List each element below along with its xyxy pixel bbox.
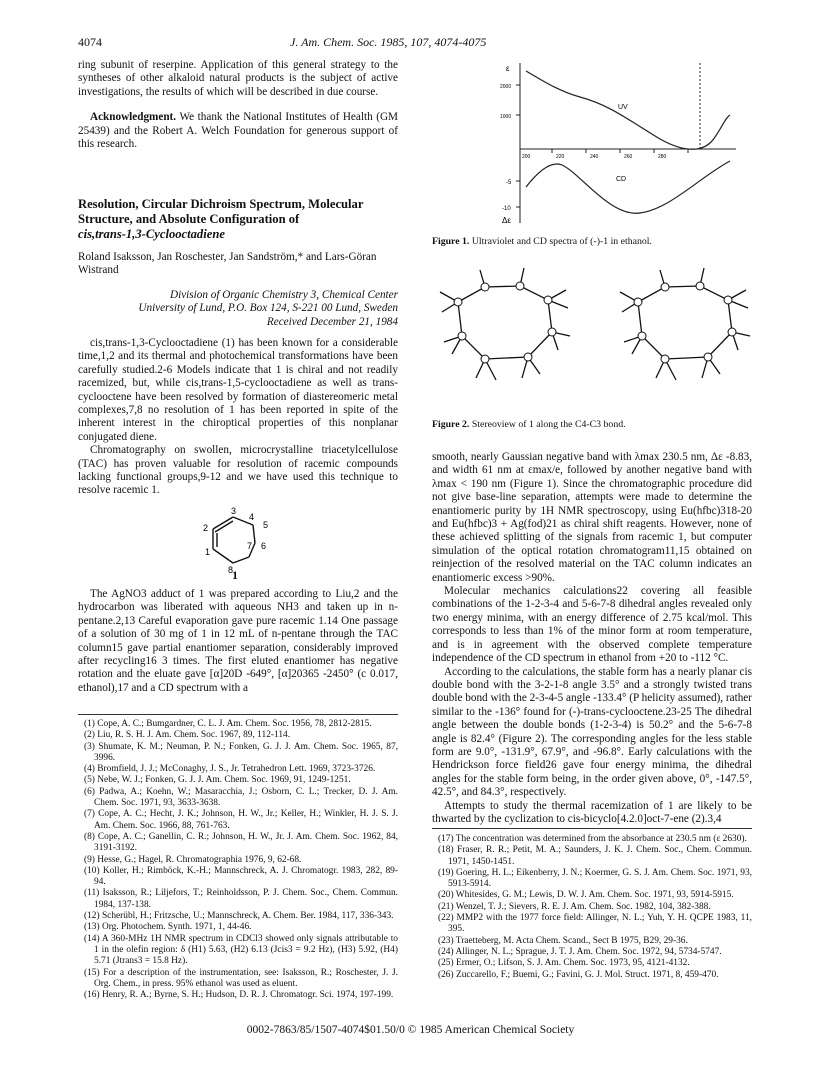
cd-tick-5: -5 (506, 180, 512, 186)
affiliation (78, 289, 398, 329)
ack-heading: Acknowledgment. (90, 111, 177, 124)
references-left (84, 719, 398, 1001)
figure-1-caption-label: Figure 1. (432, 236, 470, 247)
molecular-mechanics-paragraph: Molecular mechanics calculations22 covering all feasible combinations of the 1-2-3-4 and 5-6-7-8 dihedral angles revealed only two energy minima, with an energy difference of 2.75 kcal/mol. This corresponds to less than 1% of the minor form at room temperature, and is in agreement with the observed complete temperature independence of the CD spectrum in ethanol from +20 to -112 °C. (432, 585, 752, 665)
agno3-paragraph: The AgNO3 adduct of 1 was prepared according to Liu,2 and the hydrocarbon was liberated with aqueous NH3 and taken up in n-pentane.2,13 Careful evaporation gave pure racemic 1.14 One passage of a solution of 30 mg of 1 in 12 mL of n-pentane through the TAC column15 gave partial enantiomer separation, considerably improved after recycling16 3 times. The first eluted enantiomer has negative rotation and the eluate gave [α]20D -649°, [α]20365 -2450° (c 0.017, ethanol),17 and a CD spectrum with a (78, 588, 398, 694)
x-tick-260: 260 (624, 154, 633, 160)
cd-curve-label: CD (616, 176, 627, 183)
figure-2-caption-label: Figure 2. (432, 419, 470, 430)
uv-tick-1000: 1000 (500, 114, 512, 120)
reference-item: (5) Nebe, W. J.; Fonken, G. J. J. Am. Chem. Soc. 1969, 91, 1249-1251. (84, 775, 351, 786)
reference-item: (6) Padwa, A.; Koehn, W.; Masaracchia, J.; Osborn, C. L.; Trecker, D. J. Am. Chem. Soc. 1971, 93, 3633-3638. (84, 786, 398, 809)
ack-text: We thank the National Institutes of Health (GM 25439) and the Robert A. Welch Foundation for generous support of this research. (78, 111, 398, 151)
affiliation-line-1: Division of Organic Chemistry 3, Chemical Center (170, 289, 398, 301)
y-label-epsilon: ε (506, 64, 510, 73)
figure-2-stereoview (430, 262, 760, 392)
racemization-paragraph: Attempts to study the thermal racemization of 1 are likely to be thwarted by the cyclization to cis-bicyclo[4.2.0]oct-7-ene (2).3,4 (432, 799, 752, 825)
figure-2-caption (432, 419, 752, 431)
references-right (438, 834, 752, 981)
figure-1-spectra (500, 57, 740, 229)
ring-number-3: 3 (231, 506, 237, 516)
reference-item: (10) Koller, H.; Rimböck, K.-H.; Mannschreck, A. J. Chromatogr. 1983, 282, 89-94. (84, 865, 398, 888)
reference-item: (15) For a description of the instrumentation, see: Isaksson, R.; Roschester, J. J. Org. Chem., in press. 95% ethanol was used as eluent. (84, 967, 398, 989)
reference-item: (22) MMP2 with the 1977 force field: Allinger, N. L.; Yuh, Y. H. QCPE 1983, 11, 395. (438, 913, 752, 935)
y-label-delta-epsilon: Δε (502, 216, 511, 225)
reference-item: (17) The concentration was determined from the absorbance at 230.5 nm (ε 2630). (438, 834, 747, 844)
x-tick-280: 280 (658, 154, 667, 160)
reference-item: (9) Hesse, G.; Hagel, R. Chromatographia 1976, 9, 62-68. (84, 854, 302, 865)
affiliation-line-2: University of Lund, P.O. Box 124, S-221 00 Lund, Sweden (138, 302, 398, 315)
calculations-paragraph: According to the calculations, the stable form has a nearly planar cis double bond with the 3-2-1-8 angle 3.5° and a strongly twisted trans double bond with the 2-3-4-5 angle -133.4° (P helicity assumed), rather similar to the -136° found for (-)-trans-cyclooctene.23-25 The dihedral angle between the double bonds (1-2-3-4) is 50.2° and the 5-6-7-8 angle is 82.4° (Figure 2). The corresponding angles for the less stable form are 9.0°, -131.9°, 67.9°, and -96.8°. Early calculations with the Hendrickson force field26 gave four energy minima, the dihedral angles for the stable form being, in the order given above, 0°, -147.5°, 42.5°, and 84.3°, respectively. (432, 665, 752, 799)
reference-item: (20) Whitesides, G. M.; Lewis, D. W. J. Am. Chem. Soc. 1971, 93, 5914-5915. (438, 890, 734, 901)
compound-1-structure (195, 505, 285, 585)
left-footnote-rule (78, 714, 398, 715)
ring-number-7: 7 (247, 541, 253, 551)
reference-item: (24) Allinger, N. L.; Sprague, J. T. J. Am. Chem. Soc. 1972, 94, 5734-5747. (438, 946, 722, 957)
right-footnote-rule (432, 828, 752, 829)
ring-number-1: 1 (205, 547, 211, 557)
x-tick-200: 200 (522, 154, 531, 160)
page-footer: 0002-7863/85/1507-4074$01.50/0 © 1985 American Chemical Society (246, 1024, 575, 1036)
uv-curve-label: UV (618, 104, 628, 111)
reference-item: (12) Scherübl, H.; Fritzsche, U.; Mannschreck, A. Chem. Ber. 1984, 117, 336-343. (84, 911, 394, 922)
left-body-2 (78, 588, 398, 695)
left-body-1 (78, 337, 398, 498)
ring-number-8: 8 (228, 565, 234, 575)
right-body (432, 451, 752, 826)
reference-item: (21) Wenzel, T. J.; Sievers, R. E. J. Am. Chem. Soc. 1982, 104, 382-388. (438, 901, 711, 912)
reference-item: (2) Liu, R. S. H. J. Am. Chem. Soc. 1967, 89, 112-114. (84, 730, 291, 741)
reference-item: (3) Shumate, K. M.; Neuman, P. N.; Fonken, G. J. J. Am. Chem. Soc. 1965, 87, 3996. (84, 741, 398, 763)
ring-number-2: 2 (203, 523, 209, 533)
reference-item: (16) Henry, R. A.; Byrne, S. H.; Hudson, D. R. J. Chromatogr. Sci. 1974, 197-199. (84, 990, 394, 1001)
figure-2-caption-text: Stereoview of 1 along the C4-C3 bond. (471, 419, 626, 430)
reference-item: (13) Org. Photochem. Synth. 1971, 1, 44-46. (84, 922, 252, 933)
page-number: 4074 (78, 35, 102, 49)
reference-item: (18) Fraser, R. R.; Petit, M. A.; Saunders, J. K. J. Chem. Soc., Chem. Commun. 1971, 1450-1451. (438, 845, 752, 867)
intro-paragraph: cis,trans-1,3-Cyclooctadiene (1) has been known for a considerable time,1,2 and its thermal and photochemical transformations have been carefully studied.2-6 Models indicate that 1 is chiral and not readily racemized, but, while cis,trans-1,5-cyclooctadiene as well as trans-cyclooctene have been resolved by formation of diastereomeric metal complexes,7,8 no resolution of 1 has been reported in spite of the inherent interest in the chiroptical properties of this nonplanar conjugated diene. (78, 337, 398, 443)
reference-item: (7) Cope, A. C.; Hecht, J. K.; Johnson, H. W., Jr.; Keller, H.; Winkler, H. J. S. J. Am. Chem. Soc. 1966, 88, 761-763. (84, 809, 398, 831)
cd-tick-10: -10 (502, 206, 511, 212)
cd-band-paragraph: smooth, nearly Gaussian negative band with λmax 230.5 nm, Δε -8.83, and width 61 nm at εmax/e, followed by another negative band with λmax < 190 nm (Figure 1). Since the chromatographic procedure did not give base-line separation, attempts were made to determine the enantiomeric purity by 1H NMR spectroscopy, using Eu(hfbc)318-20 and Eu(hfbc)3 + Ag(fod)21 as chiral shift reagents. However, none of these achieved splitting of the signals from racemic 1, but computer simulation of the optical rotation chromatogram11,15 obtained on reinjection of the resolved material on the TAC column indicates an enantiomeric excess >90%. (432, 451, 752, 584)
title-line-2: Structure, and Absolute Configuration of (78, 212, 300, 226)
title-line-3: cis,trans-1,3-Cyclooctadiene (78, 227, 225, 241)
reference-item: (26) Zuccarello, F.; Buemi, G.; Favini, G. J. Mol. Struct. 1971, 8, 459-470. (438, 969, 719, 980)
reference-item: (25) Ermer, O.; Lifson, S. J. Am. Chem. Soc. 1973, 95, 4121-4132. (438, 958, 690, 969)
ring-number-5: 5 (263, 520, 269, 530)
authors: Roland Isaksson, Jan Roschester, Jan Sandström,* and Lars-Göran Wistrand (78, 251, 377, 277)
figure-1-caption (432, 236, 752, 248)
reference-item: (14) A 360-MHz 1H NMR spectrum in CDCl3 showed only signals attributable to 1 in the olefin region: δ (H1) 5.63, (H2) 6.13 (Jcis3 = 9.2 Hz), (H3) 5.92, (H4) 5.71 (Jtrans3 = 15.8 Hz). (84, 933, 398, 967)
reference-item: (19) Goering, H. L.; Eikenberry, J. N.; Koermer, G. S. J. Am. Chem. Soc. 1971, 93, 5913-5914. (438, 867, 752, 890)
x-tick-220: 220 (556, 154, 565, 160)
compound-label: 1 (232, 568, 238, 582)
journal-header: J. Am. Chem. Soc. 1985, 107, 4074-4075 (290, 35, 487, 49)
x-tick-240: 240 (590, 154, 599, 160)
left-column-top (78, 59, 398, 151)
reference-item: (8) Cope, A. C.; Ganellin, C. R.; Johnson, H. W., Jr. J. Am. Chem. Soc. 1962, 84, 3191-3192. (84, 831, 398, 854)
article-title (78, 197, 408, 242)
ring-number-6: 6 (261, 541, 267, 551)
tac-paragraph: Chromatography on swollen, microcrystalline triacetylcellulose (TAC) has proven valuable for resolution of racemic compounds lacking functional groups,9-12 and we have used this technique to resolve racemic 1. (78, 444, 398, 497)
figure-1-caption-text: Ultraviolet and CD spectra of (-)-1 in ethanol. (471, 236, 652, 247)
acknowledgment (78, 111, 398, 151)
uv-tick-2000: 2000 (500, 84, 512, 90)
reference-item: (23) Traetteberg, M. Acta Chem. Scand., Sect B 1975, B29, 29-36. (438, 935, 688, 946)
ring-number-4: 4 (249, 512, 255, 522)
title-line-1: Resolution, Circular Dichroism Spectrum, Molecular (78, 197, 364, 211)
reference-item: (11) Isaksson, R.; Liljefors, T.; Reinholdsson, P. J. Chem. Soc., Chem. Commun. 1984, 137-138. (84, 888, 398, 910)
received-date: Received December 21, 1984 (266, 315, 398, 328)
continuation-text: ring subunit of reserpine. Application of this general strategy to the syntheses of other alkaloid natural products is the subject of active investigations, the results of which will be described in due course. (78, 59, 398, 98)
reference-item: (4) Bromfield, J. J.; McConaghy, J. S., Jr. Tetrahedron Lett. 1969, 3723-3726. (84, 764, 376, 775)
reference-item: (1) Cope, A. C.; Bumgardner, C. L. J. Am. Chem. Soc. 1956, 78, 2812-2815. (84, 719, 372, 729)
